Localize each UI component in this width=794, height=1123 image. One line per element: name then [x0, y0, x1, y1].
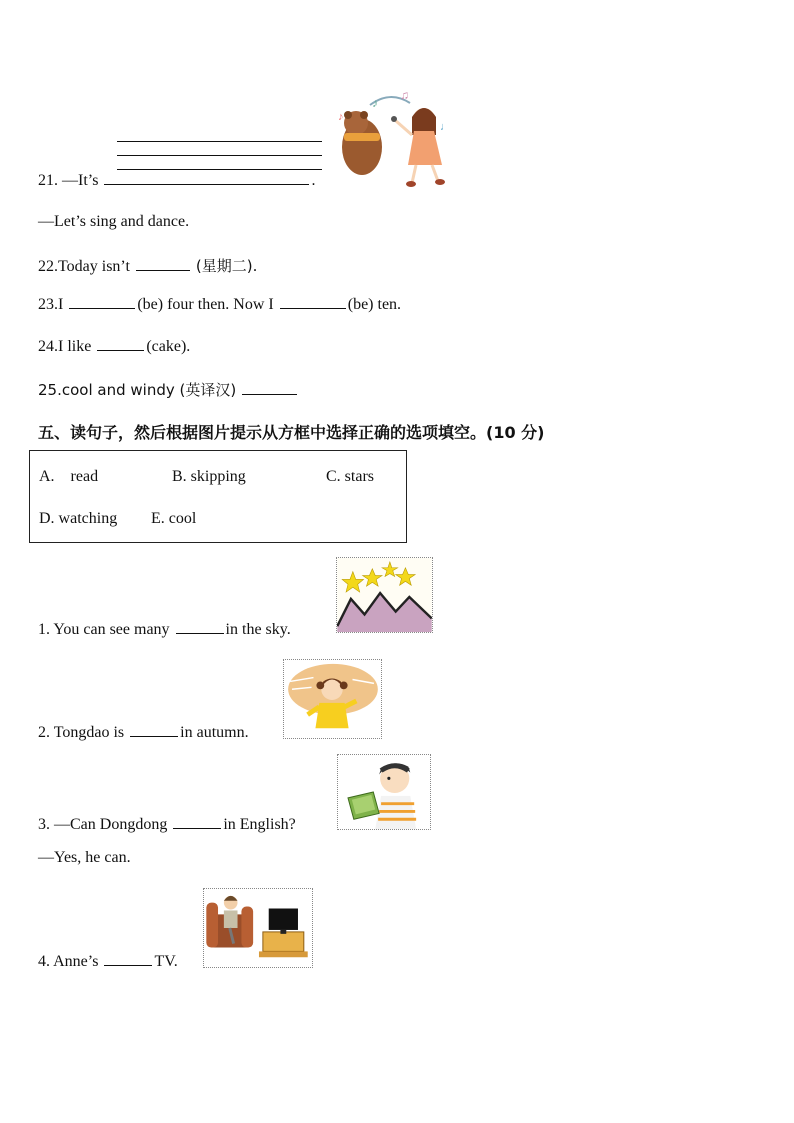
q24-blank[interactable]: [97, 349, 144, 351]
q21-period: .: [311, 172, 316, 189]
item2-line: [38, 724, 249, 742]
item4-line: [38, 953, 178, 971]
item4-before: 4. Anne’s: [38, 953, 99, 970]
svg-text:♪: ♪: [372, 96, 378, 110]
option-c: C. stars: [326, 468, 374, 485]
singing-bear-and-girl-illustration: [330, 85, 460, 190]
q23-part1: 23.I: [38, 296, 64, 313]
item1-blank[interactable]: [176, 632, 224, 634]
q25-blank[interactable]: [242, 393, 297, 395]
q23-blank-2[interactable]: [280, 307, 346, 309]
item4-blank[interactable]: [104, 964, 152, 966]
q24-before: 24.I like: [38, 338, 92, 355]
svg-text:♩: ♩: [440, 121, 451, 133]
stars-over-mountains-illustration: [336, 557, 433, 633]
answer-line-2: [117, 155, 322, 156]
q24-after: (cake).: [146, 338, 191, 355]
girl-watching-tv-illustration: [203, 888, 313, 968]
q22-before: 22.Today isn’t: [38, 258, 130, 275]
option-e: E. cool: [151, 510, 197, 527]
q21-prompt: —It’s: [62, 172, 99, 189]
item4-after: TV.: [154, 953, 178, 970]
q25-text: 25.cool and windy (英译汉): [38, 381, 237, 399]
svg-text:♫: ♫: [400, 88, 409, 102]
option-b: B. skipping: [172, 468, 246, 485]
q22-after: (星期二).: [195, 257, 258, 275]
boy-reading-book-illustration: [337, 754, 431, 830]
q23-blank-1[interactable]: [69, 307, 135, 309]
q23-line: [38, 296, 401, 314]
item1-after: in the sky.: [225, 621, 291, 638]
q22-line: [38, 255, 257, 276]
q21-line: [38, 172, 315, 190]
q24-line: [38, 338, 190, 356]
option-d: D. watching: [39, 510, 118, 527]
item2-blank[interactable]: [130, 735, 178, 737]
q21-blank[interactable]: [104, 183, 309, 185]
girl-in-wind-illustration: [283, 659, 382, 739]
q22-blank[interactable]: [136, 269, 190, 271]
q23-part2: (be) four then. Now I: [137, 296, 274, 313]
section5-heading: 五、读句子，然后根据图片提示从方框中选择正确的选项填空。(10 分): [38, 423, 545, 442]
q25-line: [38, 379, 299, 400]
item3-line: [38, 816, 296, 834]
answer-line-3: [117, 169, 322, 170]
q21-reply: —Let’s sing and dance.: [38, 213, 190, 230]
q21-number: 21.: [38, 172, 58, 189]
item3-before: 3. —Can Dongdong: [38, 816, 168, 833]
item3-blank[interactable]: [173, 827, 221, 829]
item1-line: [38, 621, 291, 639]
item3-after: in English?: [223, 816, 296, 833]
item1-before: 1. You can see many: [38, 621, 170, 638]
q23-part3: (be) ten.: [347, 296, 402, 313]
svg-text:♪: ♪: [338, 111, 344, 123]
answer-line-1: [117, 141, 322, 142]
option-a: A. read: [39, 468, 99, 485]
item3-reply: —Yes, he can.: [38, 849, 131, 866]
item2-before: 2. Tongdao is: [38, 724, 125, 741]
item2-after: in autumn.: [180, 724, 249, 741]
options-box: [29, 450, 407, 543]
